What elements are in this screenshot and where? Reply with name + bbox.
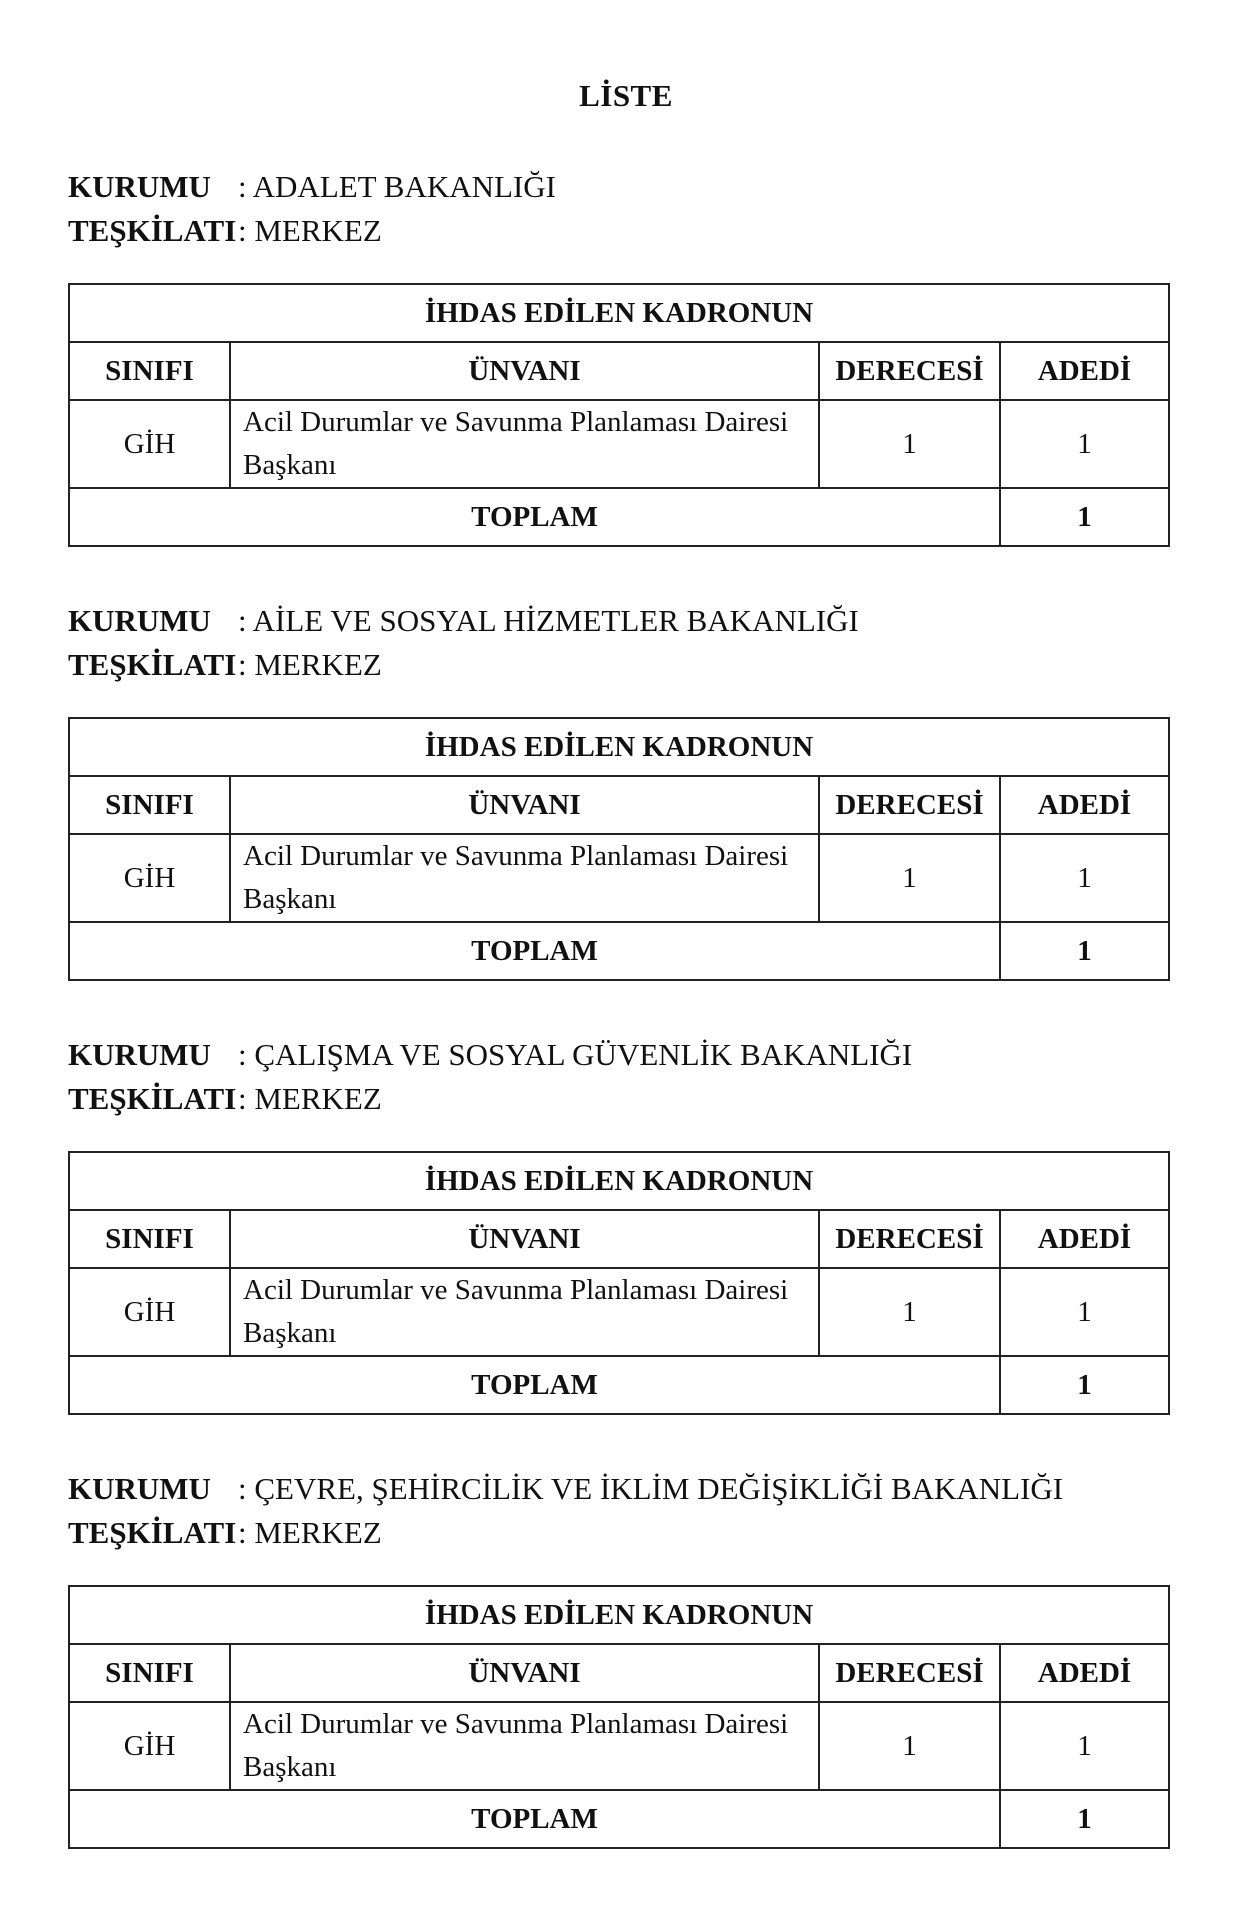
kurumu-label: KURUMU	[68, 1037, 211, 1072]
kurumu-value: : AİLE VE SOSYAL HİZMETLER BAKANLIĞI	[238, 603, 859, 638]
cell-sinifi: GİH	[69, 1268, 230, 1356]
kadro-table	[68, 717, 1170, 981]
teskilati-row	[68, 209, 1168, 253]
table-row	[69, 1268, 1169, 1356]
header-sinifi: SINIFI	[69, 1210, 230, 1268]
cell-adedi: 1	[1000, 1268, 1169, 1356]
header-unvani: ÜNVANI	[230, 1644, 819, 1702]
table-caption-row	[69, 718, 1169, 776]
section-aile	[68, 599, 1168, 967]
teskilati-row	[68, 1077, 1168, 1121]
table-header-row	[69, 776, 1169, 834]
teskilati-row	[68, 643, 1168, 687]
total-value: 1	[1000, 488, 1169, 546]
cell-unvani: Acil Durumlar ve Savunma Planlaması Dairesi Başkanı	[230, 834, 819, 922]
cell-derecesi: 1	[819, 400, 1000, 488]
table-caption-row	[69, 284, 1169, 342]
header-sinifi: SINIFI	[69, 342, 230, 400]
header-sinifi: SINIFI	[69, 776, 230, 834]
table-caption-row	[69, 1586, 1169, 1644]
header-derecesi: DERECESİ	[819, 342, 1000, 400]
cell-adedi: 1	[1000, 1702, 1169, 1790]
total-value: 1	[1000, 1356, 1169, 1414]
total-label: TOPLAM	[69, 488, 1000, 546]
kadro-table	[68, 283, 1170, 547]
section-calisma	[68, 1033, 1168, 1401]
table-total-row	[69, 922, 1169, 980]
table-caption: İHDAS EDİLEN KADRONUN	[69, 1586, 1169, 1644]
table-total-row	[69, 1356, 1169, 1414]
teskilati-value: : MERKEZ	[238, 647, 382, 682]
table-caption: İHDAS EDİLEN KADRONUN	[69, 1152, 1169, 1210]
header-sinifi: SINIFI	[69, 1644, 230, 1702]
teskilati-label: TEŞKİLATI	[68, 1515, 237, 1550]
cell-sinifi: GİH	[69, 834, 230, 922]
kurumu-label: KURUMU	[68, 169, 211, 204]
kadro-table	[68, 1151, 1170, 1415]
total-label: TOPLAM	[69, 922, 1000, 980]
header-unvani: ÜNVANI	[230, 776, 819, 834]
cell-unvani: Acil Durumlar ve Savunma Planlaması Dairesi Başkanı	[230, 400, 819, 488]
section-adalet	[68, 165, 1168, 533]
kurumu-row	[68, 1033, 1168, 1077]
kurumu-row	[68, 599, 1168, 643]
total-value: 1	[1000, 1790, 1169, 1848]
teskilati-value: : MERKEZ	[238, 213, 382, 248]
table-caption: İHDAS EDİLEN KADRONUN	[69, 284, 1169, 342]
total-value: 1	[1000, 922, 1169, 980]
cell-unvani: Acil Durumlar ve Savunma Planlaması Dairesi Başkanı	[230, 1268, 819, 1356]
kurumu-row	[68, 165, 1168, 209]
header-derecesi: DERECESİ	[819, 776, 1000, 834]
cell-derecesi: 1	[819, 834, 1000, 922]
teskilati-value: : MERKEZ	[238, 1081, 382, 1116]
cell-derecesi: 1	[819, 1268, 1000, 1356]
table-total-row	[69, 488, 1169, 546]
header-unvani: ÜNVANI	[230, 342, 819, 400]
table-caption-row	[69, 1152, 1169, 1210]
cell-sinifi: GİH	[69, 1702, 230, 1790]
header-adedi: ADEDİ	[1000, 776, 1169, 834]
header-derecesi: DERECESİ	[819, 1644, 1000, 1702]
teskilati-row	[68, 1511, 1168, 1555]
header-unvani: ÜNVANI	[230, 1210, 819, 1268]
cell-unvani: Acil Durumlar ve Savunma Planlaması Dairesi Başkanı	[230, 1702, 819, 1790]
total-label: TOPLAM	[69, 1356, 1000, 1414]
kurumu-label: KURUMU	[68, 1471, 211, 1506]
total-label: TOPLAM	[69, 1790, 1000, 1848]
teskilati-label: TEŞKİLATI	[68, 213, 237, 248]
kurumu-value: : ADALET BAKANLIĞI	[238, 169, 557, 204]
header-derecesi: DERECESİ	[819, 1210, 1000, 1268]
table-caption: İHDAS EDİLEN KADRONUN	[69, 718, 1169, 776]
table-header-row	[69, 1210, 1169, 1268]
kurumu-row	[68, 1467, 1168, 1511]
teskilati-label: TEŞKİLATI	[68, 1081, 237, 1116]
cell-adedi: 1	[1000, 400, 1169, 488]
kadro-table	[68, 1585, 1170, 1849]
header-adedi: ADEDİ	[1000, 1210, 1169, 1268]
document-title: LİSTE	[579, 78, 673, 113]
cell-adedi: 1	[1000, 834, 1169, 922]
table-header-row	[69, 1644, 1169, 1702]
kurumu-label: KURUMU	[68, 603, 211, 638]
table-total-row	[69, 1790, 1169, 1848]
section-cevre	[68, 1467, 1168, 1835]
teskilati-label: TEŞKİLATI	[68, 647, 237, 682]
cell-derecesi: 1	[819, 1702, 1000, 1790]
kurumu-value: : ÇEVRE, ŞEHİRCİLİK VE İKLİM DEĞİŞİKLİĞİ BAKANLIĞI	[238, 1471, 1064, 1506]
teskilati-value: : MERKEZ	[238, 1515, 382, 1550]
table-row	[69, 834, 1169, 922]
kurumu-value: : ÇALIŞMA VE SOSYAL GÜVENLİK BAKANLIĞI	[238, 1037, 913, 1072]
header-adedi: ADEDİ	[1000, 342, 1169, 400]
table-row	[69, 400, 1169, 488]
cell-sinifi: GİH	[69, 400, 230, 488]
header-adedi: ADEDİ	[1000, 1644, 1169, 1702]
table-row	[69, 1702, 1169, 1790]
table-header-row	[69, 342, 1169, 400]
